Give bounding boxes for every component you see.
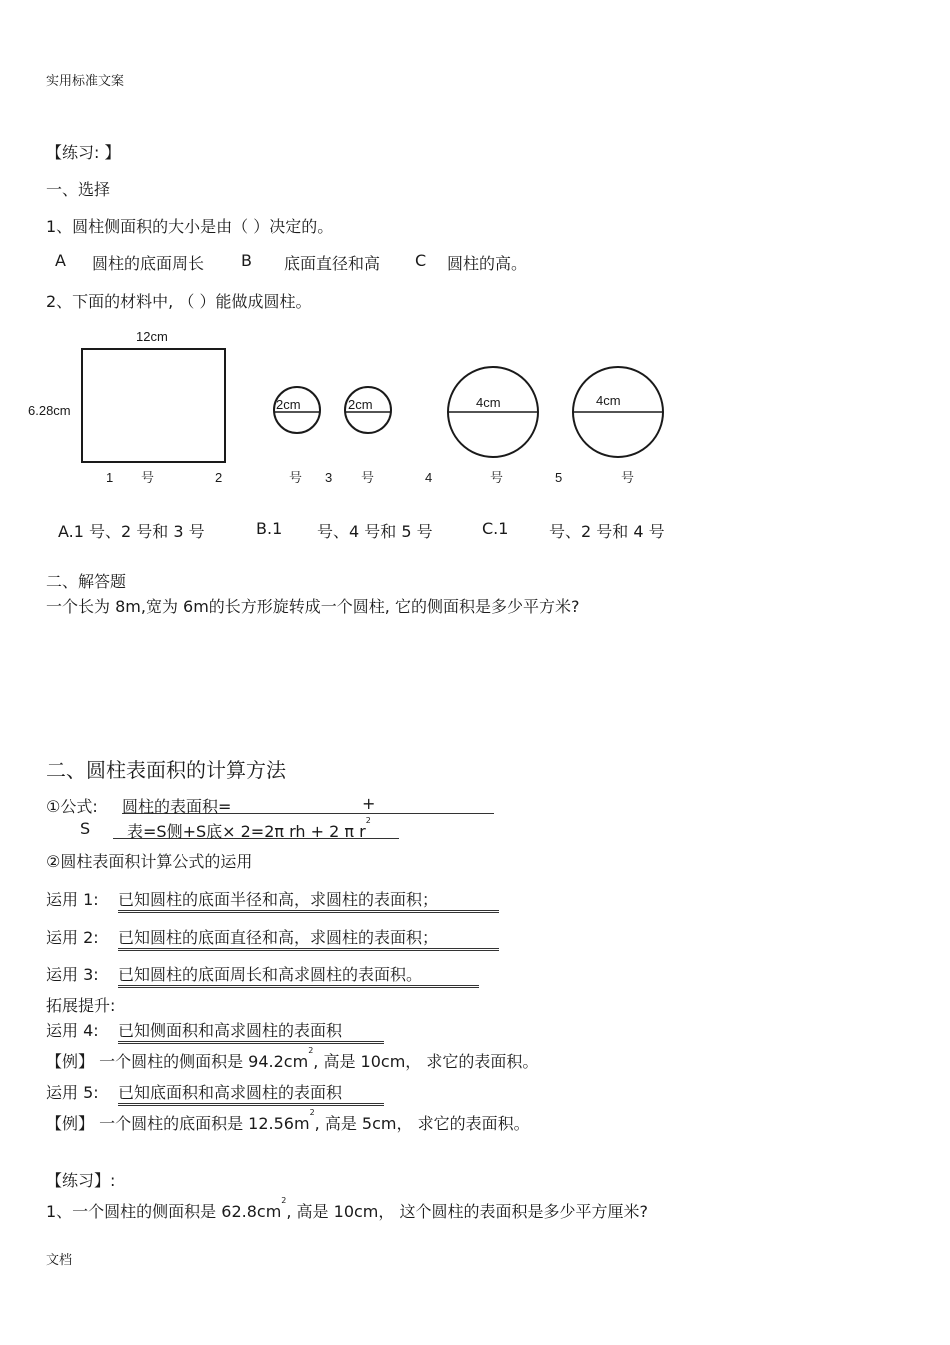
page-footer: 文档: [46, 1253, 73, 1268]
figure-number: 号: [141, 470, 155, 485]
figure-number: 号: [289, 470, 303, 485]
practice-title: 【练习: 】: [46, 143, 121, 162]
q1-option-b-text: 底面直径和高: [284, 254, 381, 273]
question-2: 2、下面的材料中, （ ）能做成圆柱。: [46, 292, 312, 311]
large-circle-1-label: 4cm: [476, 395, 501, 410]
formula2-text: 表=S侧+S底× 2=2π rh + 2 π r: [127, 822, 366, 841]
practice2-q1-text-b: , 高是 10cm， 这个圆柱的表面积是多少平方厘米?: [286, 1202, 648, 1221]
usage-1-text: 已知圆柱的底面半径和高，求圆柱的表面积；: [118, 887, 499, 913]
example-2-exponent: 2: [309, 1108, 315, 1117]
formula-label: ①公式:: [46, 797, 98, 816]
figure-number: 4: [425, 470, 433, 485]
usage-2-text: 已知圆柱的底面直径和高，求圆柱的表面积；: [118, 925, 499, 951]
section-answer: 二、解答题: [46, 572, 127, 591]
q2-option-a: A.1 号、2 号和 3 号: [58, 522, 205, 541]
usage-4-text: 已知侧面积和高求圆柱的表面积: [118, 1018, 384, 1044]
q1-option-b-letter: B: [241, 251, 252, 270]
extend-title: 拓展提升:: [46, 996, 116, 1015]
section-choice: 一、选择: [46, 180, 111, 199]
example-1-exponent: 2: [308, 1046, 314, 1055]
question-1: 1、圆柱侧面积的大小是由（ ）决定的。: [46, 217, 334, 236]
rect-width-label: 12cm: [136, 329, 168, 344]
usage-title: ②圆柱表面积计算公式的运用: [46, 852, 253, 871]
usage-4-label: 运用 4:: [46, 1021, 99, 1040]
figure-number: 号: [361, 470, 375, 485]
formula2-prefix: S: [80, 819, 91, 838]
formula-text: 圆柱的表面积=: [122, 797, 232, 816]
formula-line: [122, 794, 494, 814]
small-circle-1-label: 2cm: [276, 397, 301, 412]
q1-option-c-letter: C: [415, 251, 427, 270]
practice2-q1-text-a: 1、一个圆柱的侧面积是 62.8cm: [46, 1202, 282, 1221]
q2-option-b-letter: B.1: [256, 519, 283, 538]
figure-number: 号: [621, 470, 635, 485]
q1-option-a-letter: A: [55, 251, 66, 270]
example-2-text-b: , 高是 5cm， 求它的表面积。: [314, 1114, 530, 1133]
usage-5-label: 运用 5:: [46, 1083, 99, 1102]
example-2: [46, 1108, 530, 1134]
practice2-question-1: [46, 1196, 648, 1222]
usage-3-text: 已知圆柱的底面周长和高求圆柱的表面积。: [118, 962, 479, 988]
usage-1-label: 运用 1:: [46, 890, 99, 909]
example-1-text-a: 【例】 一个圆柱的侧面积是 94.2cm: [46, 1052, 309, 1071]
q1-option-c-text: 圆柱的高。: [447, 254, 528, 273]
large-circle-2-label: 4cm: [596, 393, 621, 408]
example-2-text-a: 【例】 一个圆柱的底面积是 12.56m: [46, 1114, 310, 1133]
formula2-line: [113, 816, 399, 841]
figure-number: 5: [555, 470, 563, 485]
example-1-text-b: , 高是 10cm， 求它的表面积。: [313, 1052, 539, 1071]
rectangle-material: [82, 349, 225, 462]
problem-text: 一个长为 8m,宽为 6m的长方形旋转成一个圆柱, 它的侧面积是多少平方米?: [46, 597, 580, 616]
page-header: 实用标准文案: [46, 74, 125, 89]
usage-2-label: 运用 2:: [46, 928, 99, 947]
figure-number: 号: [490, 470, 504, 485]
formula2-exponent: 2: [365, 816, 371, 825]
practice2-title: 【练习】:: [46, 1171, 116, 1190]
figure-number: 1: [106, 470, 114, 485]
small-circle-2-label: 2cm: [348, 397, 373, 412]
section-heading: 二、圆柱表面积的计算方法: [46, 758, 286, 782]
q2-option-b-text: 号、4 号和 5 号: [317, 522, 433, 541]
q1-option-a-text: 圆柱的底面周长: [92, 254, 205, 273]
example-1: [46, 1046, 539, 1072]
materials-figure: [0, 320, 720, 495]
usage-3-label: 运用 3:: [46, 965, 99, 984]
figure-number: 3: [325, 470, 333, 485]
figure-number: 2: [215, 470, 223, 485]
rect-height-label: 6.28cm: [28, 403, 71, 418]
practice2-q1-exponent: 2: [281, 1196, 287, 1205]
q2-option-c-text: 号、2 号和 4 号: [549, 522, 665, 541]
q2-option-c-letter: C.1: [482, 519, 509, 538]
formula-plus: +: [362, 794, 376, 813]
usage-5-text: 已知底面积和高求圆柱的表面积: [118, 1080, 384, 1106]
